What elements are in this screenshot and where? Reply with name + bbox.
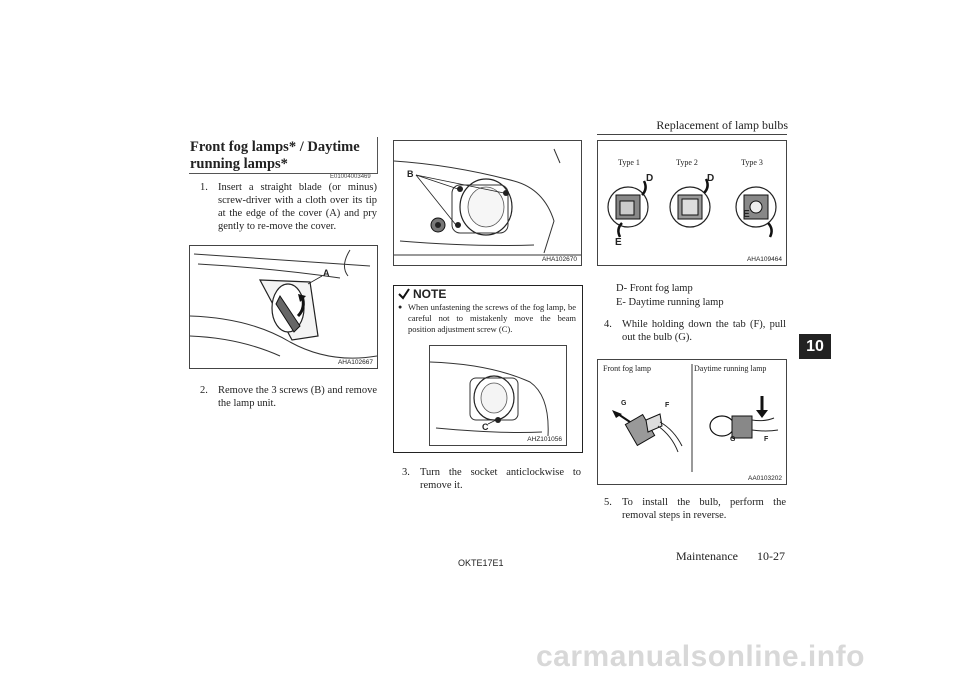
step-number: 4.: [604, 319, 612, 330]
callout-e-type1: E: [615, 237, 622, 248]
callout-f-drl: F: [764, 436, 769, 443]
section-tab: 10: [799, 334, 831, 359]
figure-lamp-screws: [393, 140, 582, 266]
step-text: Turn the socket anticlockwise to remove it.: [420, 467, 581, 491]
legend-d: D- Front fog lamp: [616, 283, 693, 294]
figure-code: AA0103202: [748, 475, 782, 482]
figure-code: AHZ101056: [527, 436, 562, 443]
figure-socket-types: [597, 140, 787, 266]
callout-b: B: [407, 169, 414, 179]
figure-cover-removal: [189, 245, 378, 369]
bullet-icon: ●: [398, 303, 403, 311]
step-text: To install the bulb, perform the removal steps in reverse.: [622, 497, 786, 521]
step-4: [604, 318, 786, 344]
callout-g-fog: G: [621, 400, 627, 407]
step-number: 2.: [200, 385, 208, 396]
step-number: 3.: [402, 467, 410, 478]
step-text: While holding down the tab (F), pull out the bulb (G).: [622, 319, 786, 343]
section-code: E01004003469: [330, 174, 371, 180]
section-title: Front fog lamps* / Daytime running lamps*: [190, 139, 360, 172]
adjustment-screw-illustration: [430, 346, 566, 445]
note-check-icon: [398, 288, 410, 300]
callout-e-type3: E: [743, 209, 750, 220]
callout-c: C: [482, 422, 489, 432]
header-rule: [597, 134, 787, 135]
footer-section: Maintenance: [676, 549, 738, 563]
step-number: 1.: [200, 182, 208, 193]
type-2-label: Type 2: [676, 158, 698, 167]
step-1: [200, 181, 377, 233]
callout-f-fog: F: [665, 402, 670, 409]
figure-bulb-removal: [597, 359, 787, 485]
callout-d-type1: D: [646, 173, 654, 184]
note-heading: [398, 287, 446, 301]
drl-title: Daytime running lamp: [694, 364, 767, 373]
footer-code: OKTE17E1: [458, 558, 504, 568]
type-1-label: Type 1: [618, 158, 640, 167]
step-3: [402, 466, 581, 492]
figure-code: AHA109464: [746, 256, 782, 263]
lamp-screws-illustration: [394, 141, 581, 265]
running-header: Replacement of lamp bulbs: [656, 118, 788, 132]
note-heading-text: NOTE: [413, 287, 447, 301]
page-number: 10-27: [757, 549, 785, 563]
figure-code: AHA102667: [337, 359, 373, 366]
callout-d-type2: D: [707, 173, 715, 184]
figure-adjustment-screw: [429, 345, 567, 446]
fog-lamp-title: Front fog lamp: [603, 364, 651, 373]
callout-g-drl: G: [730, 436, 736, 443]
note-text: When unfastening the screws of the fog lamp, be careful not to mistakenly move the beam position adjustment screw (C).: [408, 302, 576, 334]
type-3-label: Type 3: [741, 158, 763, 167]
legend-e: E- Daytime running lamp: [616, 297, 724, 308]
step-text: Remove the 3 screws (B) and remove the lamp unit.: [218, 385, 377, 409]
bulb-removal-illustration: [598, 360, 786, 484]
figure-code: AHA102670: [541, 256, 577, 263]
watermark: carmanualsonline.info: [536, 640, 865, 673]
step-text: Insert a straight blade (or minus) screw-driver with a cloth over its tip at the edge of the cover (A) and pry gently to re-move the cover.: [218, 182, 377, 232]
callout-a: A: [323, 268, 330, 278]
step-5: [604, 496, 786, 522]
step-2: [200, 384, 377, 410]
step-number: 5.: [604, 497, 612, 508]
cover-removal-illustration: [190, 246, 377, 368]
